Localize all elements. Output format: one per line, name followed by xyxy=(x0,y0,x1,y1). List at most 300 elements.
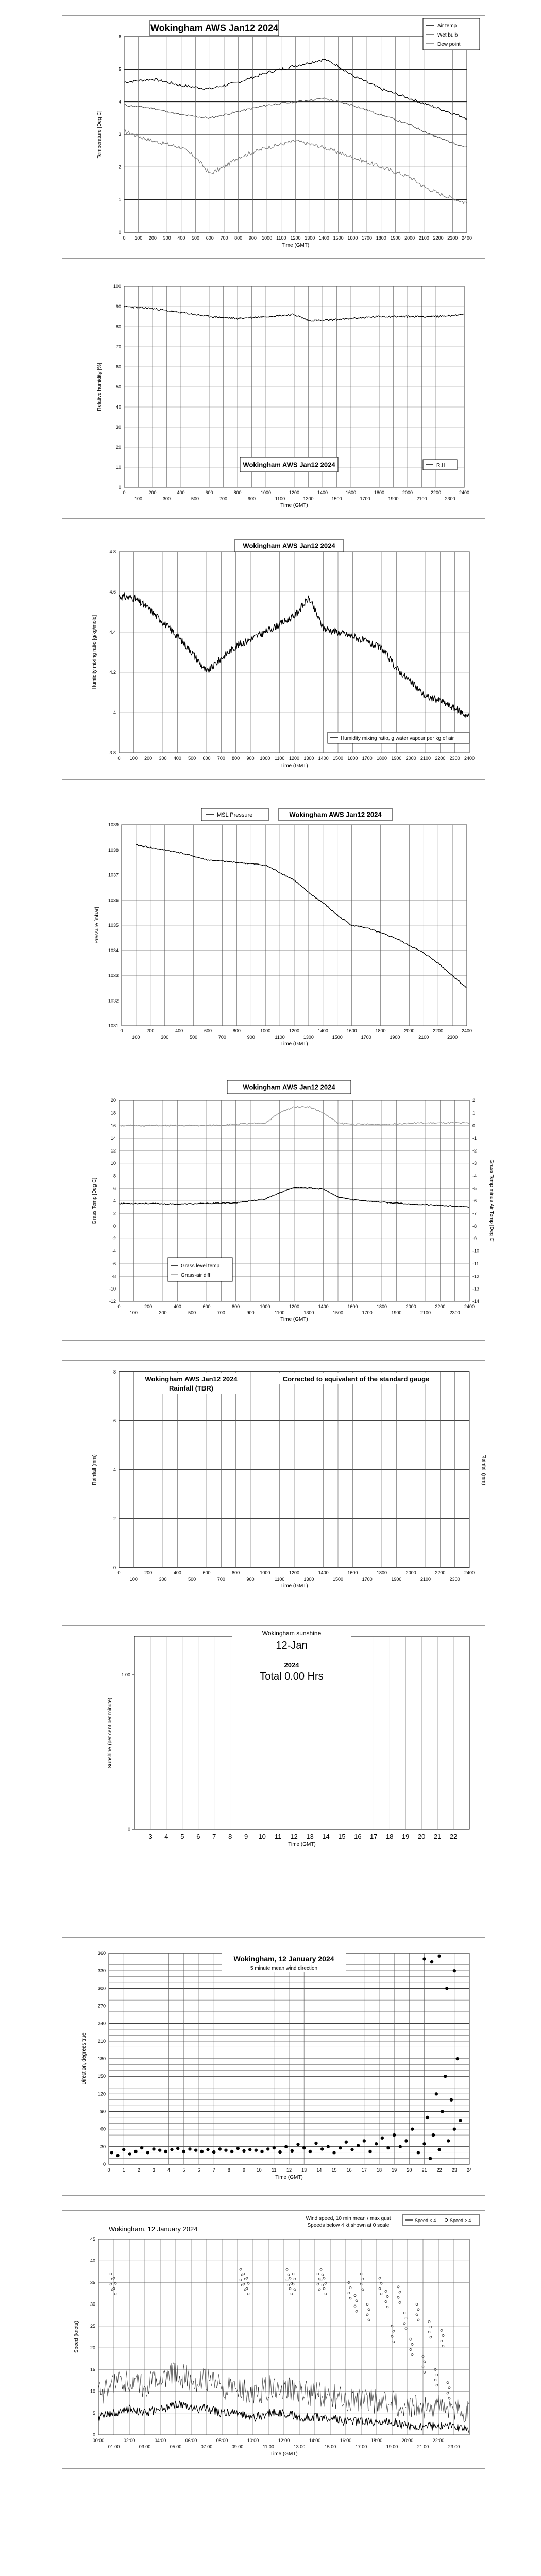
y-right-tick-label: -5 xyxy=(472,1185,477,1191)
data-point xyxy=(152,2147,155,2150)
x-tick-label: 12:00 xyxy=(278,2438,290,2443)
x-tick-label: 300 xyxy=(159,1310,167,1315)
data-point xyxy=(212,2150,215,2154)
y-right-tick-label: 0 xyxy=(472,1123,476,1128)
gust-point xyxy=(442,2345,444,2347)
x-tick-label: 100 xyxy=(129,1577,138,1582)
chart-note: Speeds below 4 kt shown at 0 scale xyxy=(307,2223,390,2228)
x-tick-label: 7 xyxy=(212,1833,216,1840)
x-axis-label: Time (GMT) xyxy=(280,763,308,769)
gust-point xyxy=(441,2329,443,2331)
y-tick-label: 240 xyxy=(97,2021,106,2026)
x-tick-label: 22 xyxy=(436,2167,442,2173)
x-tick-label: 2 xyxy=(137,2167,140,2173)
data-point xyxy=(278,2150,281,2154)
x-tick-label: 1000 xyxy=(260,1028,271,1033)
sunshine-chart xyxy=(62,1626,485,1863)
x-tick-label: 1100 xyxy=(276,235,286,241)
gust-point xyxy=(393,2330,395,2332)
x-tick-label: 1400 xyxy=(318,1570,329,1575)
x-tick-label: 2200 xyxy=(433,1028,444,1033)
x-tick-label: 0 xyxy=(117,1304,121,1309)
data-point xyxy=(444,2075,447,2078)
x-tick-label: 100 xyxy=(134,496,143,501)
y-right-tick-label: 2 xyxy=(472,1098,476,1103)
y-axis-label: Direction, degrees true xyxy=(81,2032,87,2085)
x-tick-label: 14:00 xyxy=(309,2438,321,2443)
legend-label: Humidity mixing ratio, g water vapour per kg of air xyxy=(341,736,454,741)
gust-point xyxy=(110,2273,112,2275)
x-tick-label: 11 xyxy=(274,1833,282,1840)
chart-title: Wokingham sunshine xyxy=(262,1630,322,1637)
x-tick-label: 700 xyxy=(217,1577,225,1582)
data-point xyxy=(140,2146,143,2149)
x-tick-label: 1200 xyxy=(289,490,300,495)
x-tick-label: 0 xyxy=(107,2167,110,2173)
x-tick-label: 1400 xyxy=(317,490,328,495)
y-tick-label: -10 xyxy=(109,1286,116,1292)
gust-point xyxy=(317,2283,319,2285)
gust-point xyxy=(428,2320,430,2323)
x-tick-label: 300 xyxy=(162,496,171,501)
x-tick-label: 1900 xyxy=(390,235,401,241)
gust-point xyxy=(436,2374,438,2376)
x-tick-label: 12 xyxy=(290,1833,298,1840)
temperature-chart-panel xyxy=(62,15,485,259)
x-tick-label: 800 xyxy=(232,1028,241,1033)
x-axis-label: Time (GMT) xyxy=(280,1041,308,1047)
x-tick-label: 1100 xyxy=(275,496,285,501)
chart-title: Wokingham AWS Jan12 2024 xyxy=(243,461,335,469)
data-point xyxy=(441,2110,444,2113)
gust-point xyxy=(288,2274,290,2276)
data-point xyxy=(357,2144,360,2147)
x-tick-label: 1400 xyxy=(317,1028,328,1033)
y-tick-label: 1037 xyxy=(108,872,119,878)
gust-point xyxy=(403,2323,405,2325)
x-tick-label: 1800 xyxy=(374,490,385,495)
y-tick-label: 14 xyxy=(110,1136,116,1141)
gust-point xyxy=(289,2277,291,2279)
y-tick-label: 4 xyxy=(113,1198,116,1204)
gust-point xyxy=(114,2293,116,2295)
x-tick-label: 1000 xyxy=(262,235,273,241)
gust-point xyxy=(362,2289,364,2291)
y-tick-label: 0 xyxy=(113,1565,116,1570)
legend-label: Air temp xyxy=(437,23,457,29)
x-tick-label: 900 xyxy=(247,496,256,501)
data-point xyxy=(437,2148,441,2151)
y-tick-label: 3 xyxy=(118,132,121,137)
x-tick-label: 18 xyxy=(386,1833,394,1840)
y-tick-label: 120 xyxy=(97,2091,106,2097)
gust-point xyxy=(322,2274,324,2276)
x-tick-label: 1500 xyxy=(332,1035,343,1040)
x-tick-label: 2000 xyxy=(405,1570,416,1575)
x-tick-label: 1900 xyxy=(390,1035,400,1040)
x-tick-label: 700 xyxy=(218,1035,226,1040)
y-axis-label: Rainfall (mm) xyxy=(92,1454,97,1485)
gust-point xyxy=(323,2277,325,2279)
gust-point xyxy=(441,2340,443,2342)
x-tick-label: 2400 xyxy=(464,1570,475,1575)
gust-point xyxy=(240,2268,242,2270)
gust-point xyxy=(399,2291,401,2293)
chart-title: Wokingham, 12 January 2024 xyxy=(109,2225,198,2233)
wind-speed-chart xyxy=(62,2211,485,2468)
y-tick-label: 40 xyxy=(90,2258,95,2264)
x-tick-label: 1300 xyxy=(303,756,314,761)
data-point xyxy=(339,2146,342,2149)
x-tick-label: 17 xyxy=(370,1833,378,1840)
grass-temp-chart-panel xyxy=(62,1077,494,1341)
x-tick-label: 6 xyxy=(197,2167,200,2173)
gust-point xyxy=(379,2287,381,2290)
x-tick-label: 500 xyxy=(188,1577,196,1582)
y-tick-label: 70 xyxy=(115,344,121,349)
gust-point xyxy=(385,2301,387,2303)
gust-point xyxy=(288,2284,290,2286)
x-tick-label: 900 xyxy=(247,1035,255,1040)
gust-point xyxy=(240,2279,242,2281)
y-tick-label: 360 xyxy=(97,1951,106,1956)
x-tick-label: 23 xyxy=(451,2167,457,2173)
y-tick-label: 0 xyxy=(118,485,121,490)
y-axis-label: Speed (knots) xyxy=(74,2320,79,2353)
data-point xyxy=(386,2146,390,2149)
y-tick-label: 6 xyxy=(113,1185,116,1191)
legend-label: R.H xyxy=(436,463,446,468)
y-tick-label: 20 xyxy=(110,1098,116,1103)
x-tick-label: 700 xyxy=(217,1310,225,1315)
y-tick-label: 1035 xyxy=(108,923,119,928)
y-tick-label: 2 xyxy=(113,1211,116,1216)
data-point xyxy=(170,2148,173,2151)
y-tick-label: 2 xyxy=(113,1516,116,1521)
x-tick-label: 2300 xyxy=(449,756,460,761)
data-point xyxy=(314,2142,317,2145)
humidity-chart-panel xyxy=(62,276,485,519)
y-tick-label: -12 xyxy=(109,1299,116,1304)
x-tick-label: 400 xyxy=(173,1304,181,1309)
y-tick-label: 2 xyxy=(118,164,121,170)
chart-annotation: Corrected to equivalent of the standard gauge xyxy=(282,1375,430,1383)
y-right-tick-label: -13 xyxy=(472,1286,480,1292)
y-tick-label: 0 xyxy=(113,1223,116,1229)
x-tick-label: 1700 xyxy=(362,235,373,241)
x-axis-label: Time (GMT) xyxy=(280,503,308,509)
chart-subtitle: 12-Jan xyxy=(276,1640,308,1651)
gust-point xyxy=(318,2289,320,2291)
gust-point xyxy=(399,2301,401,2303)
x-tick-label: 2100 xyxy=(416,496,427,501)
gust-point xyxy=(410,2348,412,2350)
x-tick-label: 1600 xyxy=(345,490,357,495)
x-tick-label: 16 xyxy=(346,2167,352,2173)
x-tick-label: 2400 xyxy=(464,1304,475,1309)
x-tick-label: 14 xyxy=(322,1833,330,1840)
x-tick-label: 1700 xyxy=(362,756,373,761)
y-tick-label: 150 xyxy=(97,2074,106,2079)
data-point xyxy=(368,2150,371,2153)
data-point xyxy=(302,2146,306,2149)
x-tick-label: 2300 xyxy=(447,235,458,241)
gust-point xyxy=(379,2277,381,2279)
data-point xyxy=(453,1969,456,1972)
x-tick-label: 900 xyxy=(246,1577,255,1582)
y-tick-label: 10 xyxy=(115,465,121,470)
gust-point xyxy=(292,2273,294,2275)
legend-label: Dew point xyxy=(437,42,461,47)
x-tick-label: 5 xyxy=(180,1833,184,1840)
gust-point xyxy=(410,2338,412,2340)
y-tick-label: 90 xyxy=(115,304,121,309)
data-point xyxy=(430,1960,433,1963)
gust-point xyxy=(354,2305,356,2307)
y-right-tick-label: -1 xyxy=(472,1136,477,1141)
gust-point xyxy=(322,2284,324,2286)
y-tick-label: 1031 xyxy=(108,1023,119,1028)
x-tick-label: 11 xyxy=(272,2167,277,2173)
y-right-tick-label: -4 xyxy=(472,1173,477,1179)
gust-point xyxy=(397,2286,399,2288)
y-tick-label: 1033 xyxy=(108,973,119,978)
x-tick-label: 23:00 xyxy=(448,2444,460,2449)
series-line-msl-pressure xyxy=(136,844,466,988)
chart-title: Wokingham AWS Jan12 2024 xyxy=(150,23,279,33)
y-tick-label: 90 xyxy=(100,2109,106,2114)
x-tick-label: 900 xyxy=(248,235,257,241)
y-tick-label: 4 xyxy=(113,1467,116,1472)
wind-speed-chart-panel xyxy=(62,2210,485,2469)
x-tick-label: 2300 xyxy=(445,496,455,501)
x-tick-label: 400 xyxy=(175,1028,183,1033)
gust-point xyxy=(286,2268,288,2270)
gust-point xyxy=(294,2289,296,2291)
gust-point xyxy=(323,2287,325,2290)
gust-point xyxy=(294,2278,296,2280)
gust-point xyxy=(386,2306,388,2308)
x-tick-label: 2000 xyxy=(405,756,416,761)
y-tick-label: 30 xyxy=(90,2301,95,2307)
gust-point xyxy=(447,2392,449,2394)
x-tick-label: 400 xyxy=(177,235,185,241)
x-tick-label: 1000 xyxy=(260,490,272,495)
y-tick-label: 3.8 xyxy=(109,750,116,755)
x-tick-label: 19 xyxy=(392,2167,397,2173)
x-tick-label: 06:00 xyxy=(185,2438,197,2443)
x-tick-label: 1100 xyxy=(274,756,285,761)
x-tick-label: 0 xyxy=(117,1570,121,1575)
chart-subtitle: 5 minute mean wind direction xyxy=(250,1965,318,1971)
data-point xyxy=(381,2137,384,2140)
y-right-tick-label: -10 xyxy=(472,1248,480,1254)
x-tick-label: 600 xyxy=(202,1304,211,1309)
gust-point xyxy=(434,2379,436,2381)
wind-direction-chart xyxy=(62,1938,485,2195)
data-point xyxy=(363,2139,366,2142)
y-tick-label: 8 xyxy=(113,1369,116,1375)
x-tick-label: 01:00 xyxy=(108,2444,120,2449)
y-tick-label: 20 xyxy=(90,2345,95,2351)
y-tick-label: 30 xyxy=(100,2144,106,2149)
data-point xyxy=(437,1954,441,1957)
mixing-ratio-chart xyxy=(62,537,485,779)
data-point xyxy=(164,2150,167,2153)
x-tick-label: 1600 xyxy=(347,1570,358,1575)
data-point xyxy=(417,2151,420,2154)
x-tick-label: 6 xyxy=(196,1833,200,1840)
data-point xyxy=(134,2150,137,2153)
gust-point xyxy=(362,2278,364,2280)
y-axis-label: Humidity mixing ratio [g/kg/mole] xyxy=(92,615,97,690)
gust-point xyxy=(289,2287,291,2290)
x-tick-label: 22:00 xyxy=(432,2438,445,2443)
y-tick-label: 4 xyxy=(113,710,116,715)
y-tick-label: 0 xyxy=(127,1827,130,1832)
y-right-axis-label: Grass Temp minus Air Temp [Deg C] xyxy=(488,1159,494,1243)
legend-label: Grass-air diff xyxy=(181,1273,211,1278)
y-tick-label: 40 xyxy=(115,404,121,410)
data-point xyxy=(218,2147,222,2150)
legend-label: MSL Pressure xyxy=(217,812,253,818)
data-point xyxy=(194,2148,197,2151)
x-tick-label: 05:00 xyxy=(170,2444,182,2449)
chart-subtitle: Wind speed, 10 min mean / max gust xyxy=(306,2216,391,2222)
gust-point xyxy=(430,2336,432,2338)
gust-point xyxy=(110,2283,112,2285)
x-tick-label: 100 xyxy=(129,756,138,761)
x-axis-label: Time (GMT) xyxy=(270,2451,298,2457)
data-point xyxy=(445,1987,448,1990)
x-tick-label: 1500 xyxy=(333,235,344,241)
pressure-chart-panel xyxy=(62,804,485,1062)
gust-point xyxy=(405,2328,407,2330)
chart-title: Wokingham AWS Jan12 2024 xyxy=(243,541,335,550)
data-point xyxy=(435,2092,438,2095)
x-tick-label: 1300 xyxy=(303,496,314,501)
x-tick-label: 2100 xyxy=(420,756,431,761)
y-tick-label: 300 xyxy=(97,1986,106,1991)
data-point xyxy=(455,2057,459,2060)
x-tick-label: 21 xyxy=(421,2167,427,2173)
x-tick-label: 09:00 xyxy=(231,2444,244,2449)
gust-point xyxy=(424,2371,426,2373)
x-tick-label: 200 xyxy=(144,1570,153,1575)
x-tick-label: 600 xyxy=(204,1028,212,1033)
data-point xyxy=(224,2148,227,2151)
y-tick-label: 4.2 xyxy=(109,670,116,675)
x-tick-label: 2400 xyxy=(459,490,470,495)
pressure-chart xyxy=(62,804,485,1062)
x-tick-label: 10:00 xyxy=(247,2438,259,2443)
data-point xyxy=(422,1957,426,1960)
mixing-ratio-chart-panel xyxy=(62,537,485,780)
x-tick-label: 17:00 xyxy=(355,2444,367,2449)
temperature-chart xyxy=(62,16,485,258)
y-axis-label: Relative humidity [%] xyxy=(97,363,103,411)
y-tick-label: 8 xyxy=(113,1173,116,1179)
x-tick-label: 1600 xyxy=(346,1028,357,1033)
y-tick-label: 1 xyxy=(118,197,121,202)
data-point xyxy=(327,2145,330,2148)
x-tick-label: 1600 xyxy=(347,235,358,241)
x-tick-label: 9 xyxy=(242,2167,246,2173)
gust-point xyxy=(386,2295,388,2297)
y-tick-label: 330 xyxy=(97,1968,106,1974)
y-axis-label: Sunshine (per cent per minute) xyxy=(107,1697,113,1769)
x-tick-label: 800 xyxy=(232,1570,240,1575)
x-tick-label: 21 xyxy=(433,1833,442,1840)
humidity-chart xyxy=(62,276,485,518)
x-tick-label: 600 xyxy=(206,235,214,241)
gust-point xyxy=(448,2387,450,2389)
data-point xyxy=(447,2139,450,2142)
x-tick-label: 16:00 xyxy=(340,2438,352,2443)
x-tick-label: 04:00 xyxy=(154,2438,166,2443)
x-tick-label: 600 xyxy=(205,490,213,495)
chart-subtitle: Rainfall (TBR) xyxy=(169,1384,213,1392)
y-tick-label: 1032 xyxy=(108,998,119,1004)
data-point xyxy=(422,2142,426,2145)
y-tick-label: 1038 xyxy=(108,847,119,853)
data-point xyxy=(375,2142,378,2145)
y-right-tick-label: -8 xyxy=(472,1223,477,1229)
gust-point xyxy=(416,2314,418,2316)
y-tick-label: 1036 xyxy=(108,897,119,903)
rainfall-chart xyxy=(62,1361,485,1598)
data-point xyxy=(345,2141,348,2144)
data-point xyxy=(242,2149,245,2153)
x-tick-label: 2300 xyxy=(449,1310,460,1315)
gust-point xyxy=(417,2309,419,2311)
x-tick-label: 1200 xyxy=(289,1304,300,1309)
x-tick-label: 1600 xyxy=(347,1304,358,1309)
gust-point xyxy=(397,2296,399,2298)
data-point xyxy=(309,2150,312,2153)
x-tick-label: 2100 xyxy=(420,1577,431,1582)
y-tick-label: 100 xyxy=(113,284,121,289)
x-tick-label: 1200 xyxy=(289,1570,300,1575)
gust-point xyxy=(385,2290,387,2292)
gust-point xyxy=(417,2319,419,2321)
x-tick-label: 700 xyxy=(217,756,225,761)
x-tick-label: 800 xyxy=(234,235,243,241)
x-tick-label: 100 xyxy=(132,1035,140,1040)
y-tick-label: 10 xyxy=(110,1160,116,1166)
x-tick-label: 400 xyxy=(173,756,181,761)
x-tick-label: 700 xyxy=(219,496,228,501)
x-tick-label: 10 xyxy=(258,1833,266,1840)
x-tick-label: 2200 xyxy=(433,235,444,241)
x-tick-label: 1200 xyxy=(289,1028,300,1033)
x-tick-label: 1700 xyxy=(362,1310,373,1315)
data-point xyxy=(176,2147,179,2150)
data-point xyxy=(320,2147,324,2150)
x-tick-label: 1500 xyxy=(331,496,342,501)
data-point xyxy=(450,2098,453,2102)
x-tick-label: 1400 xyxy=(318,1304,329,1309)
x-tick-label: 1500 xyxy=(332,1577,344,1582)
series-line-gust xyxy=(98,2363,469,2422)
gust-point xyxy=(349,2297,351,2299)
data-point xyxy=(128,2152,131,2155)
x-tick-label: 1400 xyxy=(318,235,329,241)
x-tick-label: 1900 xyxy=(391,1577,402,1582)
x-tick-label: 9 xyxy=(244,1833,248,1840)
chart-title: Wokingham AWS Jan12 2024 xyxy=(289,810,382,819)
x-tick-label: 13 xyxy=(301,2167,307,2173)
